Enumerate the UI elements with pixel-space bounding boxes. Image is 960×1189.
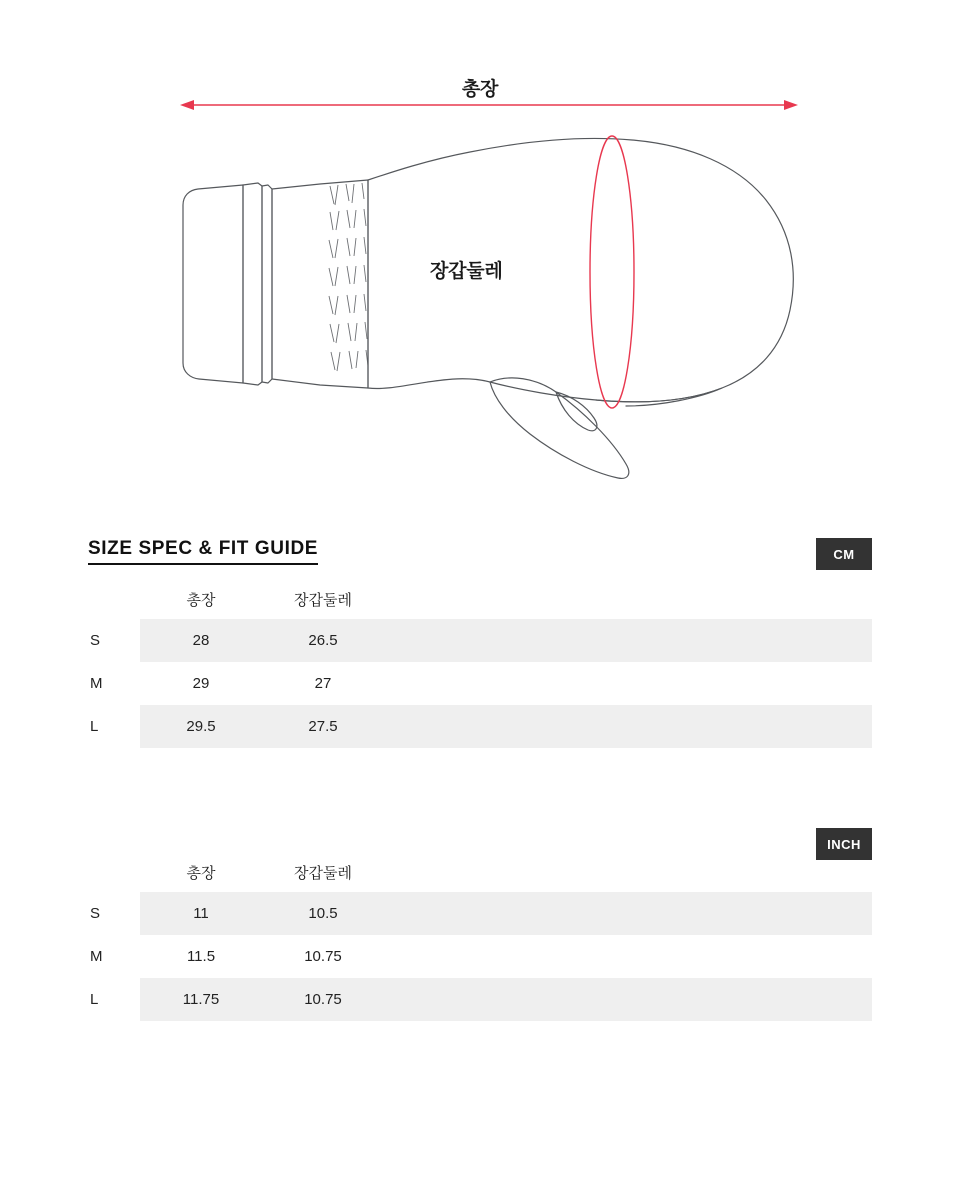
glove-outline: [183, 139, 793, 479]
column-header-blank-2: [506, 579, 628, 619]
cell-blank-1: [384, 619, 506, 662]
cell-girth: 10.5: [262, 892, 384, 935]
size-table-inch: [88, 852, 872, 1021]
cell-total-length: 11.75: [140, 978, 262, 1021]
cell-blank-2: [506, 978, 628, 1021]
cell-blank-2: [506, 705, 628, 748]
cell-total-length: 11: [140, 892, 262, 935]
size-spec-inch-block: [0, 828, 960, 1021]
cell-blank-3: [628, 935, 750, 978]
girth-ellipse: [590, 136, 634, 408]
cell-girth: 10.75: [262, 978, 384, 1021]
column-header-blank-2: [506, 852, 628, 892]
cell-blank-3: [628, 619, 750, 662]
total-length-arrow: [180, 100, 798, 110]
column-header-total-length: 총장: [140, 579, 262, 619]
cell-blank-4: [750, 935, 872, 978]
cell-girth: 27.5: [262, 705, 384, 748]
cell-girth: 26.5: [262, 619, 384, 662]
table-row: [88, 892, 872, 935]
cell-girth: 27: [262, 662, 384, 705]
table-header-row: [88, 579, 872, 619]
column-header-blank-3: [628, 579, 750, 619]
table-row: [88, 978, 872, 1021]
cell-blank-4: [750, 662, 872, 705]
cell-total-length: 29: [140, 662, 262, 705]
cell-blank-4: [750, 978, 872, 1021]
table-row: [88, 705, 872, 748]
glove-girth-label: 장갑둘레: [430, 261, 503, 282]
row-size-label: S: [88, 892, 140, 935]
table-row: [88, 619, 872, 662]
cell-blank-1: [384, 892, 506, 935]
row-size-label: S: [88, 619, 140, 662]
column-header-blank-1: [384, 852, 506, 892]
cell-blank-2: [506, 892, 628, 935]
column-header-total-length: 총장: [140, 852, 262, 892]
cell-blank-4: [750, 892, 872, 935]
cell-total-length: 11.5: [140, 935, 262, 978]
cell-blank-4: [750, 619, 872, 662]
cell-blank-3: [628, 892, 750, 935]
row-size-label: L: [88, 978, 140, 1021]
cell-total-length: 29.5: [140, 705, 262, 748]
size-spec-cm-block: [0, 538, 960, 748]
spacer: [88, 828, 872, 838]
cell-blank-3: [628, 705, 750, 748]
row-size-label: L: [88, 705, 140, 748]
column-header-girth: 장갑둘레: [262, 579, 384, 619]
cell-blank-1: [384, 935, 506, 978]
size-table-cm: [88, 579, 872, 748]
row-size-label: M: [88, 662, 140, 705]
page-title: SIZE SPEC & FIT GUIDE: [88, 538, 318, 565]
cell-girth: 10.75: [262, 935, 384, 978]
column-header-blank-3: [628, 852, 750, 892]
column-header-blank-1: [384, 579, 506, 619]
cell-blank-2: [506, 619, 628, 662]
cell-blank-2: [506, 935, 628, 978]
column-header-size: [88, 579, 140, 619]
cell-total-length: 28: [140, 619, 262, 662]
glove-measurement-diagram: [0, 0, 960, 520]
cell-blank-1: [384, 662, 506, 705]
table-header-row: [88, 852, 872, 892]
row-size-label: M: [88, 935, 140, 978]
unit-badge-inch: INCH: [816, 828, 872, 860]
unit-badge-cm: CM: [816, 538, 872, 570]
cell-blank-2: [506, 662, 628, 705]
cell-blank-3: [628, 662, 750, 705]
cell-blank-4: [750, 705, 872, 748]
cell-blank-1: [384, 978, 506, 1021]
total-length-label: 총장: [461, 79, 499, 100]
column-header-size: [88, 852, 140, 892]
table-row: [88, 662, 872, 705]
knit-texture: [329, 183, 368, 371]
column-header-blank-4: [750, 579, 872, 619]
cell-blank-1: [384, 705, 506, 748]
column-header-girth: 장갑둘레: [262, 852, 384, 892]
table-row: [88, 935, 872, 978]
cell-blank-3: [628, 978, 750, 1021]
